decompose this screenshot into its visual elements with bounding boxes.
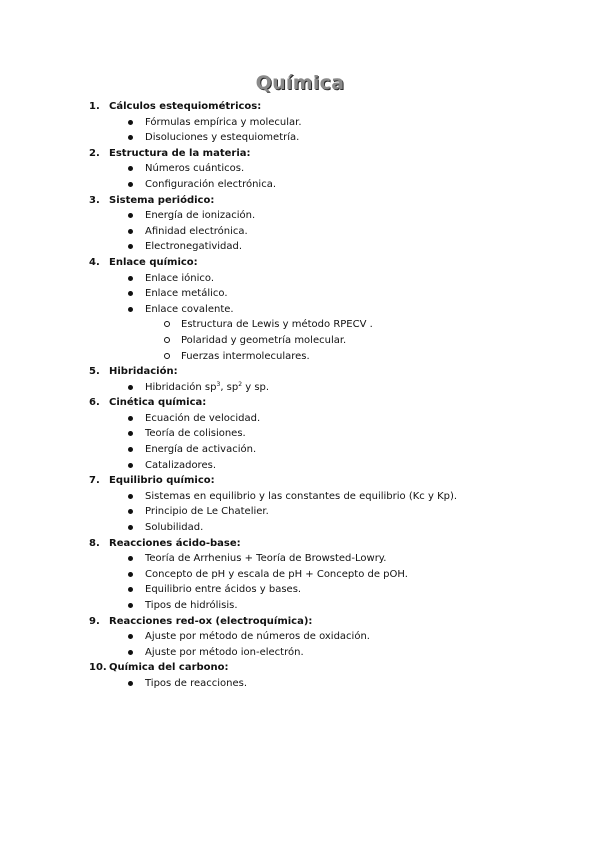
bullet-icon <box>128 463 133 468</box>
bullet-icon <box>128 166 133 171</box>
subtopic-item: Concepto de pH y escala de pH + Concepto de pOH. <box>0 567 457 583</box>
bullet-icon <box>128 307 133 312</box>
circle-bullet-icon <box>164 337 170 343</box>
topic-item <box>0 536 457 614</box>
subtopic-list <box>0 208 457 255</box>
topic-item <box>0 473 457 535</box>
bullet-icon <box>128 634 133 639</box>
bullet-icon <box>128 431 133 436</box>
subtopic-item: Teoría de colisiones. <box>0 426 457 442</box>
topic-list <box>0 99 457 692</box>
nested-item: Polaridad y geometría molecular. <box>0 333 457 349</box>
bullet-icon <box>128 276 133 281</box>
bullet-icon <box>128 587 133 592</box>
subtopic-item: Ajuste por método ion-electrón. <box>0 645 457 661</box>
subtopic-item: Energía de activación. <box>0 442 457 458</box>
subtopic-list <box>0 551 457 613</box>
subtopic-item: Disoluciones y estequiometría. <box>0 130 457 146</box>
subtopic-item: Sistemas en equilibrio y las constantes de equilibrio (Kc y Kp). <box>0 489 457 505</box>
subtopic-item: Tipos de reacciones. <box>0 676 457 692</box>
topic-number: 10. <box>89 662 107 674</box>
hybridization-text: Hibridación $sp^3$, $sp^2$ y sp. <box>145 380 270 393</box>
circle-bullet-icon <box>164 321 170 327</box>
bullet-icon <box>128 447 133 452</box>
subtopic-list <box>0 489 457 536</box>
topic-heading: Cinética química: <box>109 397 207 409</box>
subtopic-item: Equilibrio entre ácidos y bases. <box>0 582 457 598</box>
topic-heading: Reacciones red-ox (electroquímica): <box>109 615 313 627</box>
subtopic-list <box>0 380 457 396</box>
topic-number: 3. <box>89 194 100 206</box>
topic-item <box>0 614 457 661</box>
subtopic-item: Energía de ionización. <box>0 208 457 224</box>
topic-heading: Enlace químico: <box>109 256 198 268</box>
bullet-icon <box>128 650 133 655</box>
topic-item <box>0 395 457 473</box>
bullet-icon <box>128 229 133 234</box>
subtopic-item: Catalizadores. <box>0 458 457 474</box>
subtopic-item: Enlace iónico. <box>0 271 457 287</box>
topic-heading: Estructura de la materia: <box>109 147 251 159</box>
subtopic-list <box>0 271 457 365</box>
topic-item <box>0 255 457 364</box>
bullet-icon <box>128 416 133 421</box>
bullet-icon <box>128 385 133 390</box>
topic-number: 8. <box>89 537 100 549</box>
subtopic-item: Ajuste por método de números de oxidación. <box>0 629 457 645</box>
topic-number: 7. <box>89 475 100 487</box>
subtopic-list <box>0 676 457 692</box>
nested-item: Estructura de Lewis y método RPECV . <box>0 317 457 333</box>
subtopic-item: Configuración electrónica. <box>0 177 457 193</box>
topic-item <box>0 660 457 691</box>
topic-heading: Equilibrio químico: <box>109 475 215 487</box>
subtopic-item: Fórmulas empírica y molecular. <box>0 115 457 131</box>
bullet-icon <box>128 213 133 218</box>
topic-number: 1. <box>89 101 100 112</box>
bullet-icon <box>128 525 133 530</box>
topic-item <box>0 193 457 255</box>
topic-heading: Sistema periódico: <box>109 194 215 206</box>
topic-heading: Química del carbono: <box>109 662 229 674</box>
bullet-icon <box>128 135 133 140</box>
subtopic-item: Principio de Le Chatelier. <box>0 504 457 520</box>
subtopic-item: Enlace covalente. Estructura de Lewis y método RPECV . Polaridad y geometría molecular. Fuerzas intermoleculares. <box>0 302 457 364</box>
bullet-icon <box>128 603 133 608</box>
subtopic-item: Tipos de hidrólisis. <box>0 598 457 614</box>
subtopic-item: Solubilidad. <box>0 520 457 536</box>
topic-item <box>0 99 457 146</box>
topic-number: 6. <box>89 397 100 409</box>
bullet-icon <box>128 244 133 249</box>
subtopic-list <box>0 115 457 146</box>
topic-number: 4. <box>89 256 100 268</box>
circle-bullet-icon <box>164 353 170 359</box>
topic-number: 9. <box>89 615 100 627</box>
nested-list <box>0 317 457 364</box>
bullet-icon <box>128 494 133 499</box>
subtopic-item: Afinidad electrónica. <box>0 224 457 240</box>
subtopic-item: Electronegatividad. <box>0 239 457 255</box>
topic-heading: Cálculos estequiométricos: <box>109 101 262 112</box>
topic-heading: Reacciones ácido-base: <box>109 537 241 549</box>
bullet-icon <box>128 572 133 577</box>
subtopic-item: Números cuánticos. <box>0 161 457 177</box>
subtopic-item: Enlace metálico. <box>0 286 457 302</box>
topic-item <box>0 364 457 395</box>
topic-number: 5. <box>89 366 100 378</box>
bullet-icon <box>128 182 133 187</box>
subtopic-item: Ecuación de velocidad. <box>0 411 457 427</box>
page-title: Química <box>255 72 345 94</box>
bullet-icon <box>128 291 133 296</box>
topic-heading: Hibridación: <box>109 366 178 378</box>
topic-number: 2. <box>89 147 100 159</box>
nested-item: Fuerzas intermoleculares. <box>0 349 457 365</box>
bullet-icon <box>128 509 133 514</box>
bullet-icon <box>128 681 133 686</box>
subtopic-list <box>0 629 457 660</box>
subtopic-item: Teoría de Arrhenius + Teoría de Browsted-Lowry. <box>0 551 457 567</box>
subtopic-item <box>0 380 457 396</box>
subtopic-list <box>0 411 457 473</box>
bullet-icon <box>128 556 133 561</box>
bullet-icon <box>128 120 133 125</box>
subtopic-list <box>0 161 457 192</box>
topic-item <box>0 146 457 193</box>
